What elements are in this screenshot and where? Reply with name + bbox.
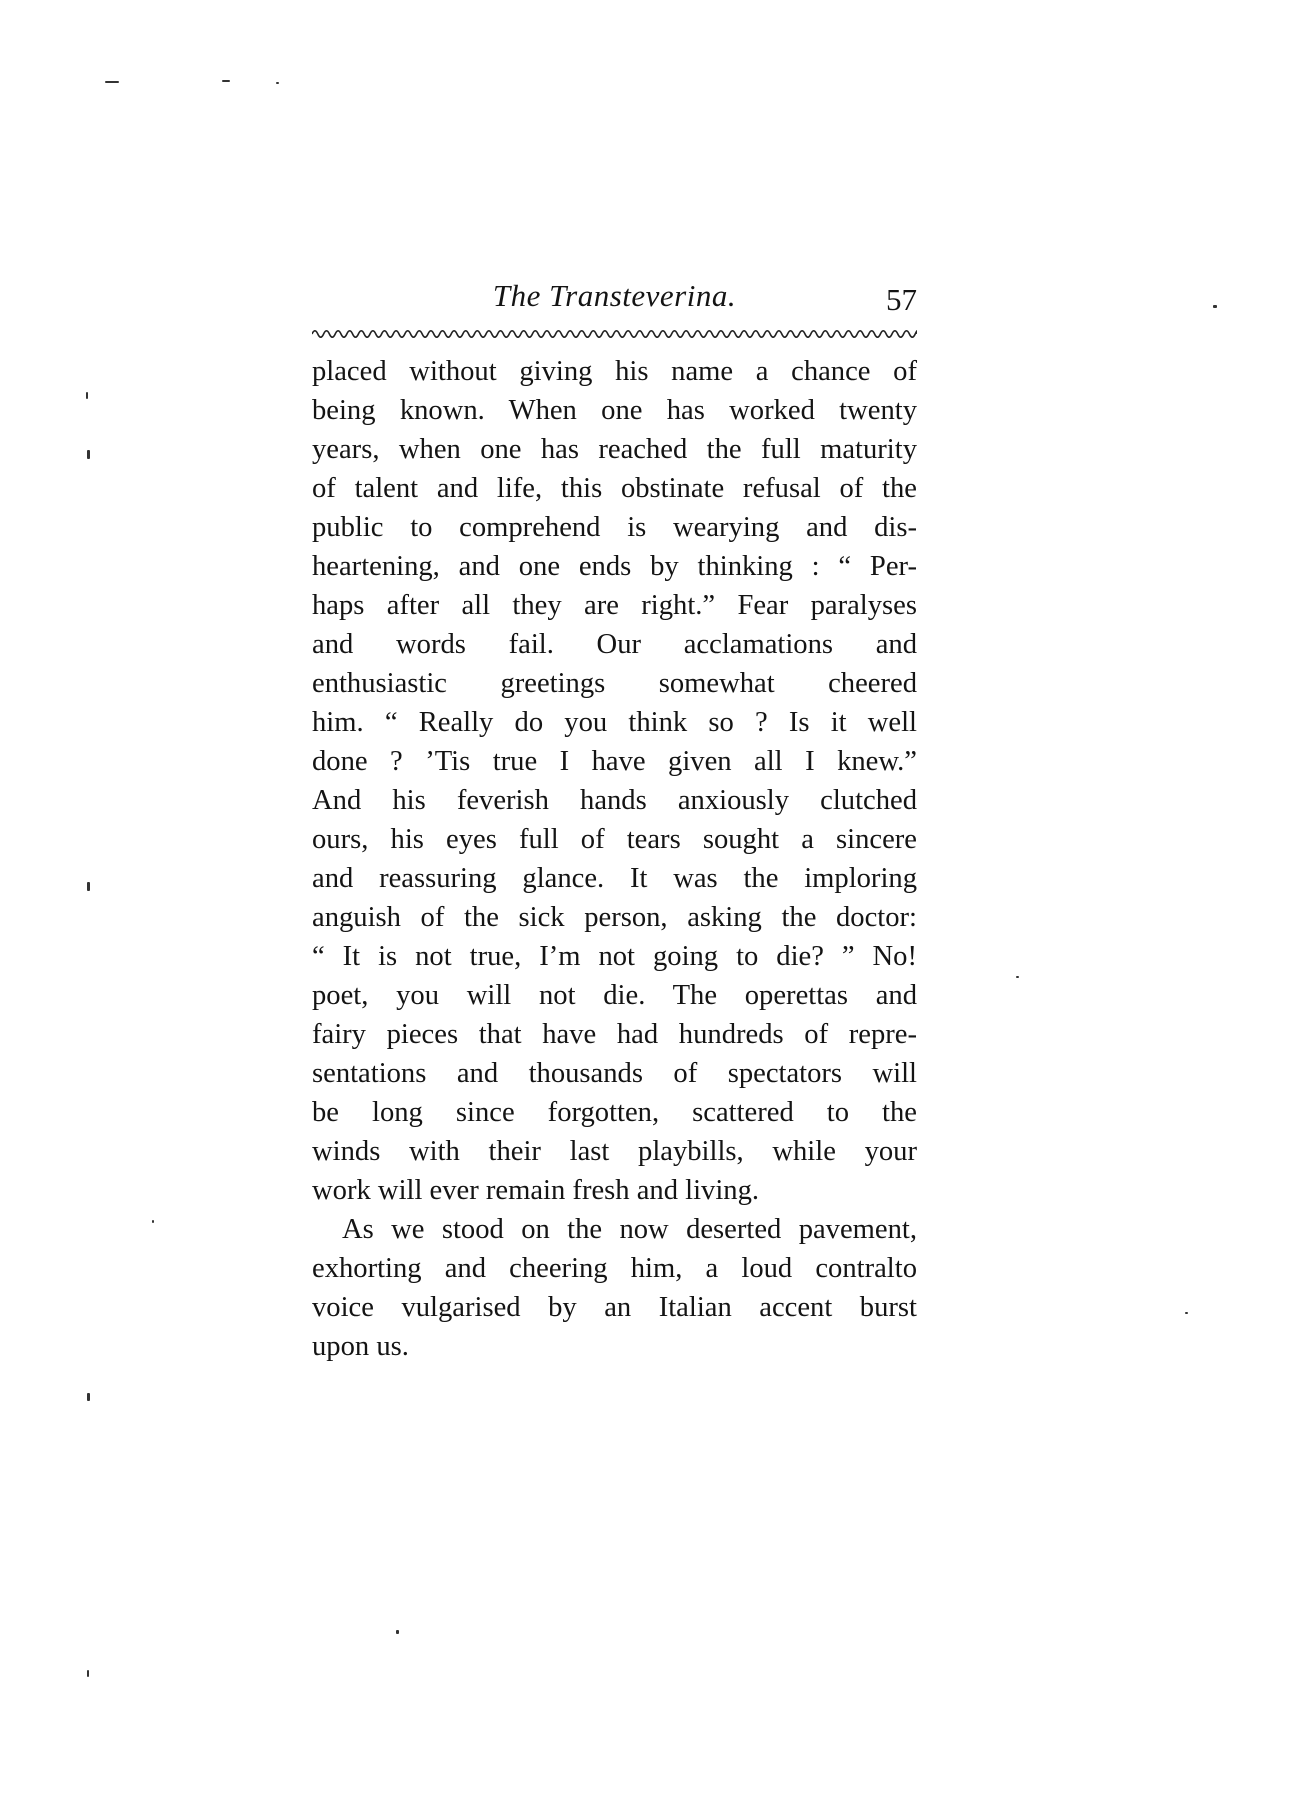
text-line: be long since forgotten, scattered to the	[312, 1097, 917, 1128]
text-line: anguish of the sick person, asking the doctor:	[312, 902, 917, 933]
text-line: heartening, and one ends by thinking : “ Per-	[312, 551, 917, 582]
paragraph	[312, 352, 917, 1210]
scan-speck	[276, 82, 279, 84]
text-line: years, when one has reached the full maturity	[312, 434, 917, 465]
scan-speck	[86, 392, 88, 399]
scan-speck	[152, 1220, 154, 1223]
scan-speck	[396, 1630, 399, 1634]
scan-speck	[105, 81, 119, 83]
text-line: sentations and thousands of spectators will	[312, 1058, 917, 1089]
text-line: done ? ’Tis true I have given all I knew.”	[312, 746, 917, 777]
text-line: haps after all they are right.” Fear paralyses	[312, 590, 917, 621]
text-line: work will ever remain fresh and living.	[312, 1175, 760, 1206]
text-line: poet, you will not die. The operettas and	[312, 980, 917, 1011]
text-line: public to comprehend is wearying and dis-	[312, 512, 917, 543]
text-line: of talent and life, this obstinate refusal of the	[312, 473, 917, 504]
scan-speck	[1185, 1312, 1188, 1314]
text-line: And his feverish hands anxiously clutched	[312, 785, 917, 816]
running-head	[312, 278, 917, 326]
text-line: being known. When one has worked twenty	[312, 395, 917, 426]
text-line: upon us.	[312, 1331, 409, 1362]
running-title: The Transteverina.	[492, 278, 737, 313]
scan-speck	[87, 1393, 90, 1401]
text-line: fairy pieces that have had hundreds of repre-	[312, 1019, 917, 1050]
scan-speck	[87, 882, 90, 891]
body-text	[312, 352, 917, 1366]
text-line: and reassuring glance. It was the imploring	[312, 863, 917, 894]
text-line: and words fail. Our acclamations and	[312, 629, 917, 660]
page-number: 57	[886, 282, 917, 317]
paragraph	[312, 1210, 917, 1366]
scan-speck	[1213, 305, 1217, 308]
text-line: winds with their last playbills, while your	[312, 1136, 917, 1167]
text-line: As we stood on the now deserted pavement,	[342, 1214, 917, 1245]
ornamental-rule	[312, 328, 917, 340]
text-line: exhorting and cheering him, a loud contralto	[312, 1253, 917, 1284]
scan-speck	[222, 80, 230, 82]
text-line: ours, his eyes full of tears sought a sincere	[312, 824, 917, 855]
text-line: “ It is not true, I’m not going to die? ” No!	[312, 941, 917, 972]
scan-speck	[87, 450, 90, 459]
text-line: placed without giving his name a chance of	[312, 356, 917, 387]
text-line: him. “ Really do you think so ? Is it well	[312, 707, 917, 738]
text-line: enthusiastic greetings somewhat cheered	[312, 668, 917, 699]
scan-speck	[1016, 976, 1019, 978]
scan-speck	[87, 1670, 89, 1677]
text-line: voice vulgarised by an Italian accent burst	[312, 1292, 917, 1323]
